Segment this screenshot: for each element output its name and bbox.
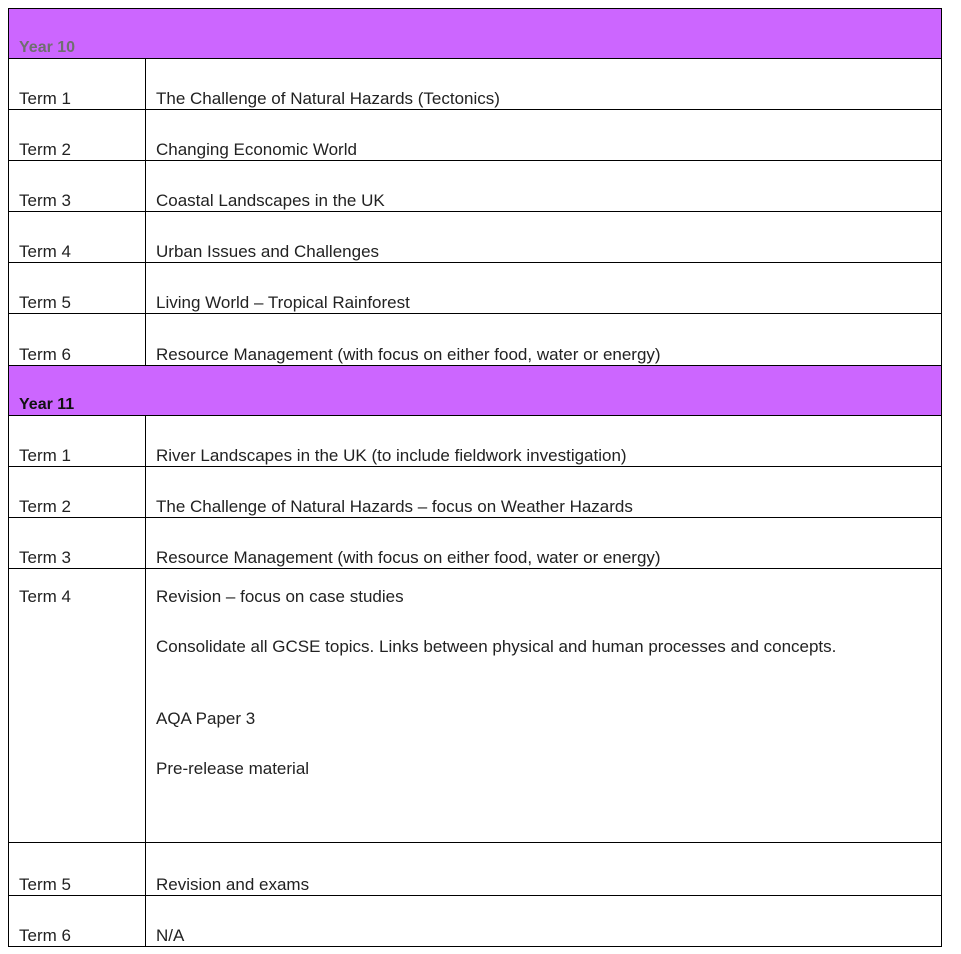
term-label: Term 1 xyxy=(19,446,71,465)
topic-paragraph: Pre-release material xyxy=(156,759,310,778)
table-row xyxy=(8,467,942,518)
topic-label: Revision and exams xyxy=(156,875,310,894)
topic-cell xyxy=(146,110,941,160)
table-row xyxy=(8,416,942,467)
term-cell xyxy=(9,161,146,211)
topic-label: Urban Issues and Challenges xyxy=(156,242,380,261)
topic-cell xyxy=(146,896,941,946)
year-11-title: Year 11 xyxy=(19,396,75,413)
table-row xyxy=(8,518,942,569)
year-11-header xyxy=(8,365,942,416)
term-cell xyxy=(9,263,146,313)
term-cell xyxy=(9,416,146,466)
term-label: Term 2 xyxy=(19,497,71,516)
term-cell xyxy=(9,212,146,262)
topic-cell xyxy=(146,518,941,568)
topic-cell xyxy=(146,843,941,895)
topic-label: Living World – Tropical Rainforest xyxy=(156,293,410,312)
term-label: Term 5 xyxy=(19,293,71,312)
table-row xyxy=(8,212,942,263)
topic-cell xyxy=(146,314,941,365)
table-row xyxy=(8,59,942,110)
topic-cell xyxy=(146,467,941,517)
term-cell xyxy=(9,59,146,109)
term-label: Term 4 xyxy=(19,242,71,261)
term-label: Term 3 xyxy=(19,191,71,210)
table-row xyxy=(8,110,942,161)
table-row xyxy=(8,569,942,843)
term-cell xyxy=(9,843,146,895)
table-row xyxy=(8,263,942,314)
topic-label: N/A xyxy=(156,926,185,945)
topic-paragraph: Consolidate all GCSE topics. Links between physical and human processes and concepts. xyxy=(156,637,837,656)
curriculum-table xyxy=(8,8,942,947)
topic-cell xyxy=(146,212,941,262)
topic-label: Coastal Landscapes in the UK xyxy=(156,191,385,210)
topic-cell xyxy=(146,59,941,109)
term-label: Term 1 xyxy=(19,89,71,108)
term-label: Term 5 xyxy=(19,875,71,894)
topic-cell xyxy=(146,263,941,313)
topic-label: The Challenge of Natural Hazards – focus on Weather Hazards xyxy=(156,497,633,516)
table-row xyxy=(8,896,942,947)
term-cell xyxy=(9,518,146,568)
topic-cell xyxy=(146,569,941,842)
term-label: Term 2 xyxy=(19,140,71,159)
topic-cell xyxy=(146,416,941,466)
year-10-title: Year 10 xyxy=(19,39,76,56)
table-row xyxy=(8,161,942,212)
topic-label: River Landscapes in the UK (to include fieldwork investigation) xyxy=(156,446,627,465)
topic-paragraph: AQA Paper 3 xyxy=(156,709,256,728)
term-cell xyxy=(9,314,146,365)
topic-cell xyxy=(146,161,941,211)
term-label: Term 3 xyxy=(19,548,71,567)
term-cell xyxy=(9,896,146,946)
table-row xyxy=(8,843,942,896)
term-cell xyxy=(9,110,146,160)
topic-label: Resource Management (with focus on either food, water or energy) xyxy=(156,345,661,364)
topic-label: Resource Management (with focus on either food, water or energy) xyxy=(156,548,661,567)
term-label: Term 6 xyxy=(19,345,71,364)
term-cell xyxy=(9,467,146,517)
term-cell xyxy=(9,569,146,842)
table-row xyxy=(8,314,942,365)
topic-paragraph: Revision – focus on case studies xyxy=(156,587,404,606)
topic-label: The Challenge of Natural Hazards (Tectonics) xyxy=(156,89,500,108)
topic-label: Changing Economic World xyxy=(156,140,357,159)
term-label: Term 4 xyxy=(19,587,71,606)
term-label: Term 6 xyxy=(19,926,71,945)
year-10-header xyxy=(8,8,942,59)
